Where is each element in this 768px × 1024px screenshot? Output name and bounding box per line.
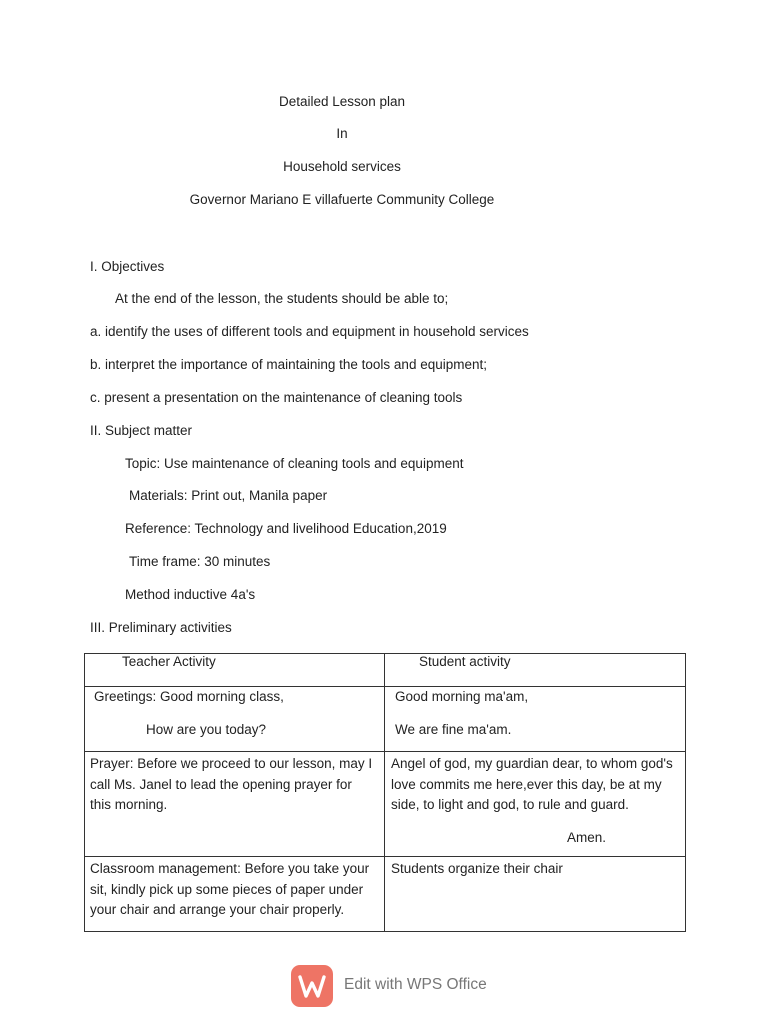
teacher-greeting-text: Greetings: Good morning class, [94, 689, 284, 704]
title-line-4: Governor Mariano E villafuerte Community College [189, 192, 495, 207]
teacher-greetings-cell [85, 687, 385, 752]
student-greeting-response: We are fine ma'am. [395, 721, 512, 737]
title-line-1: Detailed Lesson plan [278, 94, 406, 109]
table-row-greetings [85, 687, 686, 752]
wps-edit-link[interactable]: Edit with WPS Office [344, 976, 487, 993]
student-management-cell [385, 857, 686, 932]
teacher-prayer-text: Prayer: Before we proceed to our lesson, may I call Ms. Janel to lead the opening prayer for this morning. [90, 756, 373, 812]
teacher-activity-header: Teacher Activity [122, 654, 216, 669]
table-header-row [85, 654, 686, 687]
preliminary-heading: III. Preliminary activities [90, 620, 232, 635]
subject-topic: Topic: Use maintenance of cleaning tools and equipment [125, 456, 464, 471]
teacher-activity-header-cell [85, 654, 385, 687]
student-activity-header-cell [385, 654, 686, 687]
title-line-3: Household services [283, 159, 401, 174]
subject-matter-heading: II. Subject matter [90, 423, 193, 438]
student-greetings-cell [385, 687, 686, 752]
objectives-heading: I. Objectives [90, 259, 165, 274]
teacher-greeting-question: How are you today? [146, 721, 267, 737]
table-row-management [85, 857, 686, 932]
objective-item: c. present a presentation on the maintenance of cleaning tools [90, 390, 463, 405]
objective-item: b. interpret the importance of maintaining the tools and equipment; [90, 357, 487, 372]
teacher-management-text: Classroom management: Before you take your sit, kindly pick up some pieces of paper under your chair and arrange your chair properly. [90, 861, 370, 917]
objective-item: a. identify the uses of different tools and equipment in household services [90, 324, 529, 339]
teacher-management-cell [85, 857, 385, 932]
subject-reference: Reference: Technology and livelihood Education,2019 [125, 521, 447, 536]
subject-materials: Materials: Print out, Manila paper [129, 488, 328, 503]
student-prayer-cell [385, 752, 686, 857]
wps-office-logo-icon [291, 965, 333, 1007]
teacher-prayer-cell [85, 752, 385, 857]
subject-time-frame: Time frame: 30 minutes [129, 554, 271, 569]
student-prayer-amen: Amen. [567, 829, 607, 845]
subject-method: Method inductive 4a's [125, 587, 256, 602]
activity-table [84, 653, 686, 932]
objectives-intro: At the end of the lesson, the students should be able to; [115, 291, 449, 306]
title-line-2: In [336, 126, 348, 141]
table-row-prayer [85, 752, 686, 857]
student-greeting-text: Good morning ma'am, [395, 689, 529, 704]
wps-w-icon [291, 965, 333, 1007]
student-management-text: Students organize their chair [391, 861, 563, 876]
student-activity-header: Student activity [419, 654, 511, 669]
student-prayer-text: Angel of god, my guardian dear, to whom god's love commits me here,ever this day, be at my side, to light and god, to rule and guard. [391, 756, 673, 812]
